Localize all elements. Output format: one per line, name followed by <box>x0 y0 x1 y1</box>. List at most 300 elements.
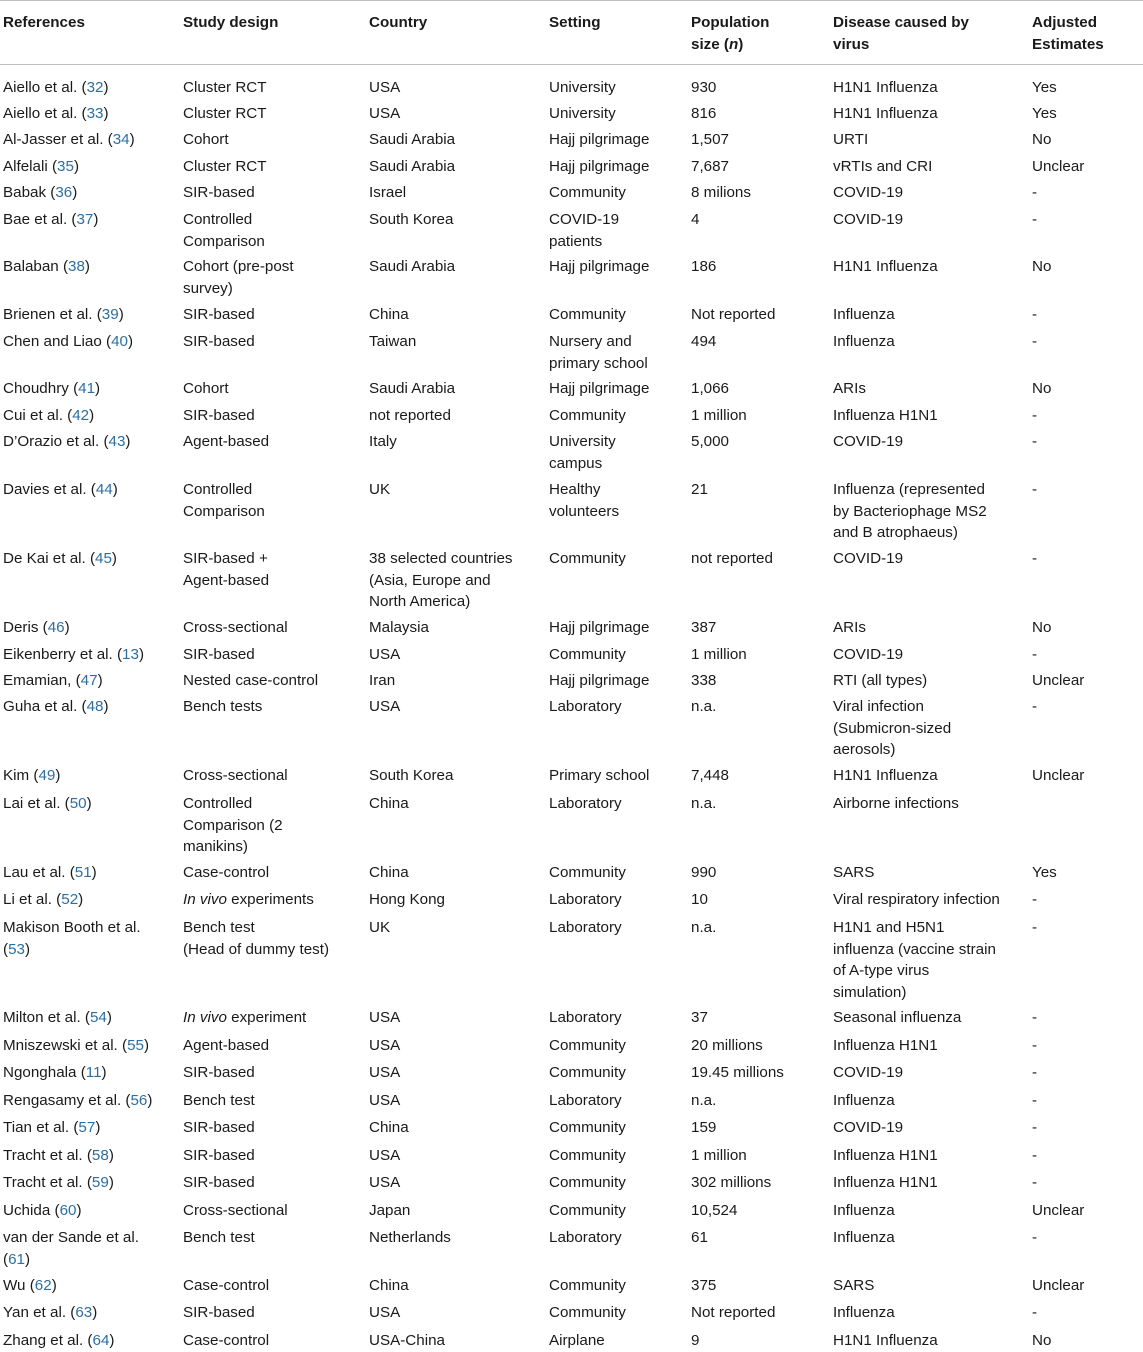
cell-adjusted <box>1032 862 1057 884</box>
reference-link[interactable]: 49 <box>38 767 56 784</box>
cell-disease <box>833 209 903 231</box>
population-line: n.a. <box>691 919 717 936</box>
reference-link[interactable]: 50 <box>69 795 87 812</box>
cell-author <box>3 765 60 787</box>
cell-design <box>183 862 269 884</box>
reference-link[interactable]: 35 <box>57 158 74 175</box>
author-line: Tracht et al. (58) <box>3 1147 114 1164</box>
reference-link[interactable]: 37 <box>76 211 94 228</box>
cell-population <box>691 405 747 427</box>
cell-author <box>3 331 133 353</box>
country-line: USA <box>369 105 401 122</box>
author-line: Kim (49) <box>3 767 61 784</box>
disease-line: ARIs <box>833 380 866 397</box>
cell-setting <box>549 793 622 815</box>
country-line: North America) <box>369 593 471 610</box>
population-line: 1,066 <box>691 380 730 397</box>
reference-link[interactable]: 38 <box>68 258 85 275</box>
author-line: De Kai et al. (45) <box>3 550 117 567</box>
cell-disease <box>833 405 938 427</box>
adjusted-line: - <box>1032 1092 1038 1109</box>
adjusted-line: Yes <box>1032 79 1057 96</box>
adjusted-line: - <box>1032 184 1038 201</box>
cell-design <box>183 479 265 522</box>
cell-country <box>369 917 390 939</box>
cell-adjusted <box>1032 1090 1037 1112</box>
cell-design <box>183 1172 255 1194</box>
reference-link[interactable]: 56 <box>130 1092 148 1109</box>
cell-country <box>369 862 409 884</box>
cell-country <box>369 103 400 125</box>
cell-country <box>369 129 455 151</box>
design-line: Nested case-control <box>183 672 319 689</box>
reference-link[interactable]: 53 <box>8 940 25 958</box>
cell-population <box>691 156 729 178</box>
population-line: 21 <box>691 481 708 498</box>
cell-population <box>691 209 699 231</box>
cell-country <box>369 1062 400 1084</box>
country-line: Saudi Arabia <box>369 158 456 175</box>
author-line: Emamian, (47) <box>3 672 103 689</box>
author-line: van der Sande et al. <box>3 1229 139 1246</box>
setting-line: Laboratory <box>549 1229 622 1246</box>
setting-line: Community <box>549 864 626 881</box>
reference-link[interactable]: 55 <box>127 1037 144 1054</box>
cell-design <box>183 182 255 204</box>
reference-link[interactable]: 64 <box>92 1332 110 1349</box>
cell-population <box>691 765 729 787</box>
cell-author <box>3 917 141 960</box>
author-line: Choudhry (41) <box>3 380 101 397</box>
reference-link[interactable]: 59 <box>91 1174 109 1191</box>
cell-setting <box>549 1117 626 1139</box>
population-line: 338 <box>691 672 717 689</box>
design-line: Case-control <box>183 1332 270 1349</box>
setting-line: Community <box>549 550 626 567</box>
cell-adjusted <box>1032 1035 1037 1057</box>
cell-adjusted <box>1032 1200 1084 1222</box>
author-line: Balaban (38) <box>3 258 90 275</box>
cell-design <box>183 209 265 252</box>
adjusted-line: - <box>1032 1174 1038 1191</box>
cell-country <box>369 548 513 613</box>
reference-link[interactable]: 40 <box>111 333 128 350</box>
cell-author <box>3 1275 57 1297</box>
disease-line: COVID-19 <box>833 211 904 228</box>
reference-link[interactable]: 41 <box>78 380 96 397</box>
disease-line: COVID-19 <box>833 184 904 201</box>
reference-link[interactable]: 42 <box>72 407 90 424</box>
adjusted-line: No <box>1032 619 1052 636</box>
setting-line: COVID-19 <box>549 211 620 228</box>
setting-line: patients <box>549 232 603 250</box>
country-line: USA <box>369 646 401 663</box>
design-line: manikins) <box>183 838 248 855</box>
design-line: Comparison (2 <box>183 816 283 834</box>
disease-line: (Submicron-sized <box>833 719 952 737</box>
setting-line: Laboratory <box>549 795 622 812</box>
header-references-text: References <box>3 14 85 31</box>
cell-author <box>3 1227 139 1270</box>
author-line: Cui et al. (42) <box>3 407 95 424</box>
cell-population <box>691 696 716 718</box>
setting-line: Community <box>549 1304 626 1321</box>
adjusted-line: Unclear <box>1032 672 1085 689</box>
disease-line: by Bacteriophage MS2 <box>833 502 987 520</box>
cell-adjusted <box>1032 917 1037 939</box>
cell-adjusted <box>1032 1117 1037 1139</box>
cell-design <box>183 1275 269 1297</box>
cell-author <box>3 1117 100 1139</box>
cell-country <box>369 670 395 692</box>
cell-setting <box>549 644 626 666</box>
reference-link[interactable]: 47 <box>80 672 98 689</box>
reference-link[interactable]: 48 <box>86 698 104 715</box>
cell-author <box>3 209 98 231</box>
country-line: UK <box>369 481 391 498</box>
reference-link[interactable]: 51 <box>74 864 92 881</box>
population-line: 186 <box>691 258 717 275</box>
design-line: SIR-based <box>183 1304 255 1321</box>
adjusted-line: Unclear <box>1032 1277 1085 1294</box>
setting-line: Hajj pilgrimage <box>549 258 650 275</box>
cell-design <box>183 889 314 911</box>
author-line: Alfelali (35) <box>3 158 79 175</box>
cell-setting <box>549 156 649 178</box>
cell-disease <box>833 1302 895 1324</box>
cell-author <box>3 670 103 692</box>
design-line: Controlled <box>183 211 253 228</box>
setting-line: Primary school <box>549 767 650 784</box>
cell-population <box>691 670 716 692</box>
disease-line: H1N1 Influenza <box>833 79 938 96</box>
reference-link[interactable]: 61 <box>8 1250 25 1268</box>
reference-link[interactable]: 44 <box>95 481 113 498</box>
cell-disease <box>833 793 959 815</box>
disease-line: Influenza <box>833 1092 895 1109</box>
cell-disease <box>833 765 938 787</box>
cell-population <box>691 1035 763 1057</box>
cell-population <box>691 129 729 151</box>
reference-link[interactable]: 13 <box>122 646 139 663</box>
reference-link[interactable]: 62 <box>34 1277 52 1294</box>
country-line: Hong Kong <box>369 891 445 908</box>
cell-author <box>3 1302 97 1324</box>
author-line: (53) <box>3 940 31 958</box>
country-line: USA-China <box>369 1332 445 1349</box>
cell-adjusted <box>1032 1302 1037 1324</box>
cell-population <box>691 1275 716 1297</box>
cell-country <box>369 1035 400 1057</box>
population-line: Not reported <box>691 1304 776 1321</box>
cell-disease <box>833 77 938 99</box>
cell-adjusted <box>1032 1172 1037 1194</box>
country-line: China <box>369 864 409 881</box>
population-line: 494 <box>691 333 717 350</box>
header-population-line-2: size (n) <box>691 35 744 53</box>
cell-population <box>691 1302 775 1324</box>
reference-link[interactable]: 54 <box>89 1009 107 1026</box>
cell-disease <box>833 1172 938 1194</box>
cell-author <box>3 1330 114 1352</box>
design-line: SIR-based <box>183 1064 255 1081</box>
cell-disease <box>833 182 903 204</box>
author-line: Tian et al. (57) <box>3 1119 101 1136</box>
cell-setting <box>549 1007 622 1029</box>
disease-line: Viral respiratory infection <box>833 891 1000 908</box>
population-line: 930 <box>691 79 717 96</box>
header-disease <box>833 12 969 55</box>
reference-link[interactable]: 45 <box>95 550 112 567</box>
reference-link[interactable]: 11 <box>85 1064 102 1081</box>
author-line: Wu (62) <box>3 1277 57 1294</box>
setting-line: Airplane <box>549 1332 605 1349</box>
cell-population <box>691 256 716 278</box>
header-references <box>3 12 85 34</box>
country-line: South Korea <box>369 211 454 228</box>
cell-population <box>691 1090 716 1112</box>
cell-disease <box>833 378 866 400</box>
adjusted-line: Unclear <box>1032 1202 1085 1219</box>
cell-setting <box>549 670 649 692</box>
cell-country <box>369 331 416 353</box>
cell-author <box>3 405 94 427</box>
cell-country <box>369 1117 409 1139</box>
cell-country <box>369 479 390 501</box>
cell-adjusted <box>1032 1227 1037 1249</box>
design-line: SIR-based + <box>183 550 268 567</box>
setting-line: volunteers <box>549 502 620 520</box>
cell-adjusted <box>1032 156 1084 178</box>
cell-design <box>183 1035 269 1057</box>
cell-disease <box>833 1275 874 1297</box>
design-line: Bench tests <box>183 698 263 715</box>
cell-adjusted <box>1032 182 1037 204</box>
reference-link[interactable]: 34 <box>112 131 130 148</box>
adjusted-line: - <box>1032 891 1038 908</box>
author-line: Guha et al. (48) <box>3 698 109 715</box>
disease-line: Airborne infections <box>833 795 959 812</box>
setting-line: Laboratory <box>549 919 622 936</box>
cell-disease <box>833 304 895 326</box>
setting-line: University <box>549 433 616 450</box>
cell-disease <box>833 1200 895 1222</box>
adjusted-line: - <box>1032 306 1038 323</box>
cell-population <box>691 182 751 204</box>
cell-author <box>3 182 77 204</box>
reference-link[interactable]: 39 <box>101 306 119 323</box>
reference-link[interactable]: 60 <box>59 1202 77 1219</box>
cell-population <box>691 1117 716 1139</box>
population-line: 8 milions <box>691 184 751 201</box>
disease-line: COVID-19 <box>833 1119 904 1136</box>
population-line: 387 <box>691 619 717 636</box>
cell-design <box>183 1200 288 1222</box>
setting-line: Community <box>549 407 626 424</box>
country-line: Japan <box>369 1202 411 1219</box>
reference-link[interactable]: 63 <box>75 1304 93 1321</box>
cell-author <box>3 1145 114 1167</box>
cell-disease <box>833 670 927 692</box>
author-line: Lau et al. (51) <box>3 864 97 881</box>
setting-line: Laboratory <box>549 1092 622 1109</box>
country-line: Taiwan <box>369 333 417 350</box>
cell-design <box>183 1090 255 1112</box>
adjusted-line: - <box>1032 333 1038 350</box>
adjusted-line: No <box>1032 380 1052 397</box>
author-line: Deris (46) <box>3 619 70 636</box>
cell-adjusted <box>1032 256 1051 278</box>
cell-population <box>691 331 716 353</box>
design-line: Agent-based <box>183 433 270 450</box>
cell-disease <box>833 1145 938 1167</box>
population-line: 61 <box>691 1229 708 1246</box>
country-line: Saudi Arabia <box>369 131 456 148</box>
disease-line: Influenza H1N1 <box>833 1174 938 1191</box>
adjusted-line: - <box>1032 1064 1038 1081</box>
population-line: 20 millions <box>691 1037 763 1054</box>
cell-setting <box>549 917 622 939</box>
design-line: In vivo experiments <box>183 891 314 908</box>
author-line: Ngonghala (11) <box>3 1064 107 1081</box>
cell-design <box>183 617 288 639</box>
country-line: Israel <box>369 184 407 201</box>
author-line: Zhang et al. (64) <box>3 1332 115 1349</box>
design-line: Comparison <box>183 502 265 520</box>
adjusted-line: No <box>1032 1332 1052 1349</box>
cell-disease <box>833 889 1000 911</box>
cell-country <box>369 1007 400 1029</box>
reference-link[interactable]: 46 <box>47 619 65 636</box>
disease-line: influenza (vaccine strain <box>833 940 996 958</box>
cell-country <box>369 209 453 231</box>
cell-country <box>369 182 406 204</box>
country-line: Malaysia <box>369 619 429 636</box>
reference-link[interactable]: 33 <box>86 105 104 122</box>
country-line: China <box>369 1119 409 1136</box>
population-line: 10,524 <box>691 1202 738 1219</box>
cell-setting <box>549 1145 626 1167</box>
reference-link[interactable]: 32 <box>86 79 104 96</box>
cell-adjusted <box>1032 617 1051 639</box>
disease-line: Influenza <box>833 306 895 323</box>
design-line: SIR-based <box>183 1174 255 1191</box>
cell-design <box>183 103 267 125</box>
setting-line: University <box>549 79 616 96</box>
country-line: USA <box>369 1009 401 1026</box>
header-disease-text: Disease caused by virus <box>833 14 969 53</box>
author-line: Mniszewski et al. (55) <box>3 1037 150 1054</box>
country-line: Italy <box>369 433 397 450</box>
design-line: Case-control <box>183 1277 270 1294</box>
author-line: Babak (36) <box>3 184 78 201</box>
cell-setting <box>549 1062 626 1084</box>
cell-setting <box>549 331 648 374</box>
cell-author <box>3 304 124 326</box>
disease-line: Influenza (represented <box>833 481 985 498</box>
reference-link[interactable]: 58 <box>91 1147 109 1164</box>
cell-country <box>369 696 400 718</box>
cell-author <box>3 1090 152 1112</box>
cell-setting <box>549 129 649 151</box>
adjusted-line: - <box>1032 646 1038 663</box>
cell-author <box>3 156 79 178</box>
country-line: Saudi Arabia <box>369 258 456 275</box>
cell-disease <box>833 1035 938 1057</box>
cell-design <box>183 129 229 151</box>
population-line: 990 <box>691 864 717 881</box>
setting-line: Nursery and <box>549 333 632 350</box>
reference-link[interactable]: 52 <box>61 891 79 908</box>
cell-population <box>691 1145 747 1167</box>
cell-adjusted <box>1032 129 1051 151</box>
cell-country <box>369 793 409 815</box>
header-population-line-1: Population <box>691 14 770 31</box>
cell-disease <box>833 696 951 761</box>
setting-line: Laboratory <box>549 698 622 715</box>
cell-setting <box>549 304 626 326</box>
cell-disease <box>833 617 866 639</box>
cell-population <box>691 793 716 815</box>
reference-link[interactable]: 57 <box>78 1119 96 1136</box>
design-line: Comparison <box>183 232 265 250</box>
design-italic: In vivo <box>183 891 227 908</box>
population-line: not reported <box>691 550 773 567</box>
cell-setting <box>549 256 649 278</box>
disease-line: H1N1 Influenza <box>833 1332 938 1349</box>
disease-line: COVID-19 <box>833 433 904 450</box>
disease-line: H1N1 Influenza <box>833 105 938 122</box>
header-study-design <box>183 12 278 34</box>
design-line: Cluster RCT <box>183 158 267 175</box>
cell-disease <box>833 862 874 884</box>
adjusted-line: Yes <box>1032 105 1057 122</box>
cell-country <box>369 1200 410 1222</box>
cell-population <box>691 1172 771 1194</box>
cell-setting <box>549 889 622 911</box>
cell-disease <box>833 548 903 570</box>
author-line: (61) <box>3 1250 31 1268</box>
design-line: SIR-based <box>183 407 255 424</box>
disease-line: aerosols) <box>833 741 896 758</box>
setting-line: Community <box>549 646 626 663</box>
cell-population <box>691 644 747 666</box>
disease-line: Viral infection <box>833 698 924 715</box>
cell-population <box>691 431 729 453</box>
cell-author <box>3 479 118 501</box>
cell-population <box>691 1227 708 1249</box>
cell-country <box>369 1145 400 1167</box>
cell-setting <box>549 1090 622 1112</box>
disease-line: SARS <box>833 864 875 881</box>
population-line: 816 <box>691 105 717 122</box>
cell-setting <box>549 209 619 252</box>
setting-line: Hajj pilgrimage <box>549 158 650 175</box>
adjusted-line: No <box>1032 131 1052 148</box>
reference-link[interactable]: 43 <box>108 433 126 450</box>
design-line: Agent-based <box>183 571 270 589</box>
country-line: USA <box>369 1304 401 1321</box>
design-line: SIR-based <box>183 184 255 201</box>
cell-design <box>183 1330 269 1352</box>
disease-line: COVID-19 <box>833 1064 904 1081</box>
disease-line: Influenza H1N1 <box>833 407 938 424</box>
cell-design <box>183 256 294 299</box>
setting-line: Healthy <box>549 481 601 498</box>
cell-design <box>183 765 288 787</box>
design-line: In vivo experiment <box>183 1009 307 1026</box>
reference-link[interactable]: 36 <box>55 184 73 201</box>
